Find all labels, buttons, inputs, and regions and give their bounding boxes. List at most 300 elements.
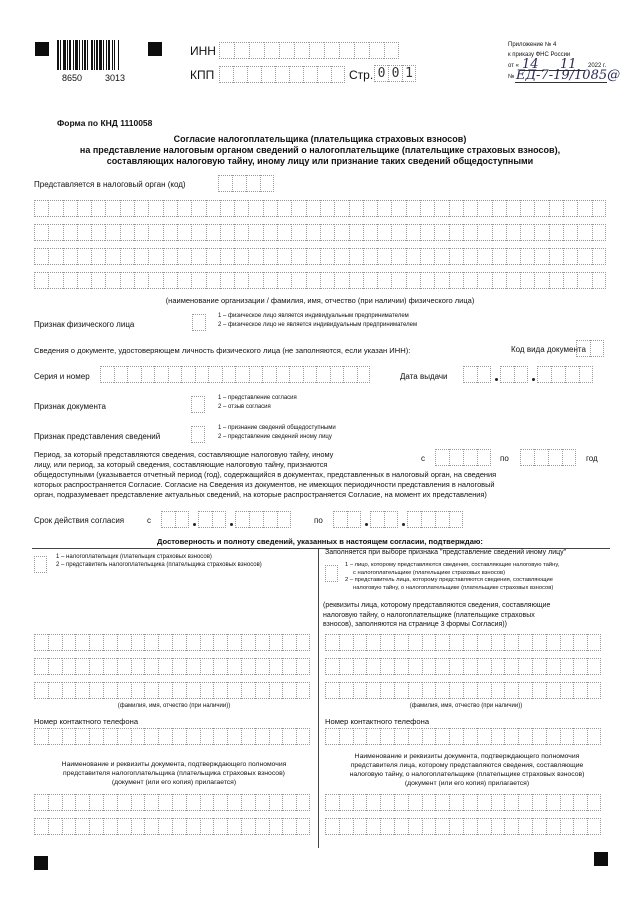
entry-cell[interactable] [325, 634, 339, 651]
doc-sign-cell[interactable] [191, 396, 205, 413]
entry-cell[interactable] [394, 658, 408, 675]
entry-cell[interactable] [186, 794, 200, 811]
entry-cell[interactable] [349, 272, 363, 289]
entry-cell[interactable] [449, 248, 463, 265]
entry-cell[interactable] [246, 175, 260, 192]
org-name-row[interactable] [34, 248, 606, 265]
entry-cell[interactable] [269, 728, 283, 745]
entry-cell[interactable] [144, 634, 158, 651]
entry-cell[interactable] [103, 658, 117, 675]
individual-sign-cell[interactable] [192, 314, 206, 331]
entry-cell[interactable] [241, 728, 255, 745]
entry-cell[interactable] [339, 658, 353, 675]
entry-cell[interactable] [504, 658, 518, 675]
entry-cell[interactable] [587, 794, 601, 811]
entry-cell[interactable] [282, 794, 296, 811]
entry-cell[interactable] [366, 818, 380, 835]
left-fio-row[interactable] [34, 658, 310, 675]
entry-cell[interactable] [34, 556, 47, 573]
entry-cell[interactable] [247, 66, 261, 83]
entry-cell[interactable] [408, 818, 422, 835]
entry-cell[interactable] [463, 682, 477, 699]
entry-cell[interactable] [551, 366, 565, 383]
entry-cell[interactable] [491, 658, 505, 675]
entry-cell[interactable] [127, 366, 141, 383]
entry-cell[interactable] [492, 224, 506, 241]
tax-authority-code-cells[interactable] [218, 175, 274, 192]
entry-cell[interactable] [477, 818, 491, 835]
entry-cell[interactable] [235, 366, 249, 383]
entry-cell[interactable] [131, 818, 145, 835]
entry-cell[interactable] [422, 818, 436, 835]
entry-cell[interactable] [200, 794, 214, 811]
entry-cell[interactable] [158, 728, 172, 745]
entry-cell[interactable] [198, 511, 212, 528]
entry-cell[interactable] [549, 248, 563, 265]
entry-cell[interactable] [241, 682, 255, 699]
entry-cell[interactable] [282, 818, 296, 835]
entry-cell[interactable] [103, 728, 117, 745]
entry-cell[interactable] [491, 794, 505, 811]
entry-cell[interactable] [449, 818, 463, 835]
entry-cell[interactable] [320, 200, 334, 217]
entry-cell[interactable] [34, 818, 48, 835]
entry-cell[interactable] [131, 682, 145, 699]
entry-cell[interactable] [435, 682, 449, 699]
entry-cell[interactable] [363, 200, 377, 217]
period-to-cells[interactable] [520, 449, 576, 466]
entry-cell[interactable] [449, 682, 463, 699]
entry-cell[interactable] [234, 248, 248, 265]
entry-cell[interactable] [134, 248, 148, 265]
entry-cell[interactable] [282, 634, 296, 651]
entry-cell[interactable] [172, 634, 186, 651]
entry-cell[interactable] [463, 366, 477, 383]
entry-cell[interactable] [62, 634, 76, 651]
entry-cell[interactable] [200, 682, 214, 699]
entry-cell[interactable] [377, 224, 391, 241]
entry-cell[interactable] [63, 248, 77, 265]
series-number-cells[interactable] [100, 366, 370, 383]
entry-cell[interactable] [117, 818, 131, 835]
entry-cell[interactable] [587, 818, 601, 835]
entry-cell[interactable] [275, 66, 289, 83]
entry-cell[interactable] [62, 658, 76, 675]
entry-cell[interactable] [220, 272, 234, 289]
entry-cell[interactable] [303, 366, 317, 383]
entry-cell[interactable] [562, 449, 576, 466]
left-fio-row[interactable] [34, 682, 310, 699]
entry-cell[interactable] [587, 634, 601, 651]
entry-cell[interactable] [34, 682, 48, 699]
entry-cell[interactable] [62, 794, 76, 811]
entry-cell[interactable] [212, 511, 226, 528]
period-from-cells[interactable] [435, 449, 491, 466]
entry-cell[interactable] [241, 658, 255, 675]
entry-cell[interactable] [220, 224, 234, 241]
entry-cell[interactable] [518, 794, 532, 811]
entry-cell[interactable] [134, 272, 148, 289]
entry-cell[interactable] [131, 728, 145, 745]
entry-cell[interactable] [434, 272, 448, 289]
entry-cell[interactable] [296, 728, 310, 745]
entry-cell[interactable] [263, 272, 277, 289]
entry-cell[interactable] [546, 728, 560, 745]
entry-cell[interactable] [63, 224, 77, 241]
entry-cell[interactable] [172, 682, 186, 699]
entry-cell[interactable] [532, 634, 546, 651]
entry-cell[interactable] [120, 272, 134, 289]
entry-cell[interactable] [191, 426, 205, 443]
entry-cell[interactable] [422, 634, 436, 651]
entry-cell[interactable] [91, 200, 105, 217]
entry-cell[interactable] [325, 682, 339, 699]
entry-cell[interactable] [208, 366, 222, 383]
entry-cell[interactable] [573, 794, 587, 811]
entry-cell[interactable] [324, 42, 339, 59]
entry-cell[interactable] [263, 224, 277, 241]
entry-cell[interactable] [463, 449, 477, 466]
entry-cell[interactable] [463, 658, 477, 675]
entry-cell[interactable] [158, 634, 172, 651]
entry-cell[interactable] [334, 248, 348, 265]
entry-cell[interactable] [269, 682, 283, 699]
entry-cell[interactable] [144, 728, 158, 745]
entry-cell[interactable] [255, 728, 269, 745]
validity-to-day[interactable] [333, 511, 361, 528]
entry-cell[interactable] [534, 272, 548, 289]
validity-from-year[interactable] [235, 511, 291, 528]
entry-cell[interactable] [117, 658, 131, 675]
entry-cell[interactable] [34, 658, 48, 675]
right-fio-row[interactable] [325, 658, 601, 675]
entry-cell[interactable] [320, 224, 334, 241]
validity-to-month[interactable] [370, 511, 398, 528]
validity-from-day[interactable] [161, 511, 189, 528]
entry-cell[interactable] [195, 366, 209, 383]
entry-cell[interactable] [249, 366, 263, 383]
entry-cell[interactable] [234, 42, 249, 59]
entry-cell[interactable] [408, 634, 422, 651]
entry-cell[interactable] [222, 366, 236, 383]
entry-cell[interactable] [48, 634, 62, 651]
issue-date-year[interactable] [537, 366, 593, 383]
entry-cell[interactable] [435, 658, 449, 675]
entry-cell[interactable] [394, 634, 408, 651]
entry-cell[interactable] [331, 66, 345, 83]
entry-cell[interactable] [89, 658, 103, 675]
entry-cell[interactable] [477, 224, 491, 241]
entry-cell[interactable] [320, 248, 334, 265]
entry-cell[interactable] [477, 728, 491, 745]
entry-cell[interactable] [394, 794, 408, 811]
right-doc-row[interactable] [325, 794, 601, 811]
entry-cell[interactable] [282, 658, 296, 675]
entry-cell[interactable] [220, 248, 234, 265]
org-name-row[interactable] [34, 200, 606, 217]
entry-cell[interactable] [380, 634, 394, 651]
entry-cell[interactable] [296, 634, 310, 651]
entry-cell[interactable] [592, 248, 606, 265]
entry-cell[interactable] [514, 366, 528, 383]
entry-cell[interactable] [316, 366, 330, 383]
entry-cell[interactable] [420, 272, 434, 289]
entry-cell[interactable] [546, 682, 560, 699]
entry-cell[interactable] [532, 682, 546, 699]
entry-cell[interactable] [63, 200, 77, 217]
entry-cell[interactable] [366, 794, 380, 811]
entry-cell[interactable] [206, 224, 220, 241]
entry-cell[interactable] [504, 794, 518, 811]
entry-cell[interactable] [291, 272, 305, 289]
entry-cell[interactable] [334, 272, 348, 289]
entry-cell[interactable] [131, 658, 145, 675]
entry-cell[interactable] [158, 682, 172, 699]
entry-cell[interactable] [449, 794, 463, 811]
entry-cell[interactable] [349, 224, 363, 241]
entry-cell[interactable] [289, 66, 303, 83]
entry-cell[interactable] [141, 366, 155, 383]
entry-cell[interactable] [303, 66, 317, 83]
entry-cell[interactable] [105, 248, 119, 265]
entry-cell[interactable] [537, 366, 551, 383]
right-fio-row[interactable] [325, 682, 601, 699]
entry-cell[interactable] [377, 200, 391, 217]
entry-cell[interactable] [186, 818, 200, 835]
entry-cell[interactable] [263, 248, 277, 265]
entry-cell[interactable] [213, 818, 227, 835]
entry-cell[interactable] [100, 366, 114, 383]
entry-cell[interactable] [191, 272, 205, 289]
entry-cell[interactable] [62, 728, 76, 745]
entry-cell[interactable] [576, 340, 590, 357]
entry-cell[interactable] [172, 728, 186, 745]
entry-cell[interactable] [463, 272, 477, 289]
entry-cell[interactable] [294, 42, 309, 59]
entry-cell[interactable] [366, 634, 380, 651]
entry-cell[interactable] [354, 42, 369, 59]
entry-cell[interactable] [306, 224, 320, 241]
entry-cell[interactable] [48, 728, 62, 745]
entry-cell[interactable] [309, 42, 324, 59]
entry-cell[interactable] [277, 200, 291, 217]
entry-cell[interactable] [449, 449, 463, 466]
entry-cell[interactable] [380, 818, 394, 835]
entry-cell[interactable] [91, 272, 105, 289]
entry-cell[interactable] [325, 728, 339, 745]
entry-cell[interactable] [248, 272, 262, 289]
entry-cell[interactable] [75, 728, 89, 745]
entry-cell[interactable] [573, 634, 587, 651]
entry-cell[interactable] [353, 658, 367, 675]
entry-cell[interactable] [227, 658, 241, 675]
entry-cell[interactable] [377, 272, 391, 289]
entry-cell[interactable] [563, 200, 577, 217]
entry-cell[interactable] [353, 682, 367, 699]
entry-cell[interactable] [434, 224, 448, 241]
entry-cell[interactable] [227, 682, 241, 699]
entry-cell[interactable] [277, 248, 291, 265]
entry-cell[interactable] [347, 511, 361, 528]
entry-cell[interactable] [520, 272, 534, 289]
entry-cell[interactable] [277, 224, 291, 241]
right-phone-cells[interactable] [325, 728, 601, 745]
entry-cell[interactable] [213, 682, 227, 699]
entry-cell[interactable] [577, 200, 591, 217]
entry-cell[interactable] [34, 794, 48, 811]
entry-cell[interactable] [577, 272, 591, 289]
entry-cell[interactable] [449, 200, 463, 217]
entry-cell[interactable] [363, 272, 377, 289]
entry-cell[interactable] [134, 224, 148, 241]
signer-type-cell[interactable] [34, 556, 47, 573]
entry-cell[interactable] [463, 818, 477, 835]
issue-date-day[interactable] [463, 366, 491, 383]
entry-cell[interactable] [339, 634, 353, 651]
entry-cell[interactable] [380, 682, 394, 699]
left-doc-row[interactable] [34, 794, 310, 811]
entry-cell[interactable] [75, 658, 89, 675]
entry-cell[interactable] [103, 682, 117, 699]
entry-cell[interactable] [532, 728, 546, 745]
entry-cell[interactable] [520, 248, 534, 265]
entry-cell[interactable] [506, 224, 520, 241]
entry-cell[interactable] [408, 658, 422, 675]
entry-cell[interactable] [291, 224, 305, 241]
entry-cell[interactable] [103, 818, 117, 835]
entry-cell[interactable] [518, 728, 532, 745]
issue-date-month[interactable] [500, 366, 528, 383]
entry-cell[interactable] [560, 794, 574, 811]
entry-cell[interactable] [48, 794, 62, 811]
entry-cell[interactable] [339, 42, 354, 59]
entry-cell[interactable] [463, 200, 477, 217]
entry-cell[interactable] [206, 272, 220, 289]
entry-cell[interactable] [463, 248, 477, 265]
entry-cell[interactable] [172, 658, 186, 675]
entry-cell[interactable] [269, 818, 283, 835]
entry-cell[interactable] [296, 682, 310, 699]
entry-cell[interactable] [477, 248, 491, 265]
entry-cell[interactable] [492, 200, 506, 217]
entry-cell[interactable] [241, 634, 255, 651]
entry-cell[interactable] [560, 818, 574, 835]
entry-cell[interactable] [306, 248, 320, 265]
entry-cell[interactable] [234, 224, 248, 241]
entry-cell[interactable] [532, 818, 546, 835]
entry-cell[interactable] [206, 200, 220, 217]
entry-cell[interactable] [75, 634, 89, 651]
entry-cell[interactable] [491, 728, 505, 745]
entry-cell[interactable] [172, 794, 186, 811]
entry-cell[interactable] [191, 200, 205, 217]
entry-cell[interactable] [504, 818, 518, 835]
entry-cell[interactable] [325, 794, 339, 811]
entry-cell[interactable] [349, 200, 363, 217]
entry-cell[interactable] [158, 658, 172, 675]
right-fio-row[interactable] [325, 634, 601, 651]
entry-cell[interactable] [477, 634, 491, 651]
entry-cell[interactable] [131, 794, 145, 811]
entry-cell[interactable] [260, 175, 274, 192]
entry-cell[interactable] [163, 224, 177, 241]
entry-cell[interactable] [213, 794, 227, 811]
entry-cell[interactable] [144, 682, 158, 699]
entry-cell[interactable] [148, 272, 162, 289]
kpp-cells[interactable] [219, 66, 345, 83]
entry-cell[interactable] [546, 794, 560, 811]
entry-cell[interactable] [163, 272, 177, 289]
entry-cell[interactable] [144, 818, 158, 835]
entry-cell[interactable] [269, 794, 283, 811]
entry-cell[interactable] [213, 658, 227, 675]
entry-cell[interactable] [477, 658, 491, 675]
entry-cell[interactable] [435, 511, 449, 528]
entry-cell[interactable] [477, 272, 491, 289]
entry-cell[interactable] [291, 248, 305, 265]
entry-cell[interactable] [276, 366, 290, 383]
entry-cell[interactable] [77, 272, 91, 289]
entry-cell[interactable] [406, 272, 420, 289]
entry-cell[interactable] [200, 658, 214, 675]
entry-cell[interactable] [48, 224, 62, 241]
entry-cell[interactable] [269, 658, 283, 675]
entry-cell[interactable] [248, 224, 262, 241]
entry-cell[interactable] [117, 728, 131, 745]
entry-cell[interactable] [449, 634, 463, 651]
entry-cell[interactable] [532, 794, 546, 811]
entry-cell[interactable] [491, 682, 505, 699]
entry-cell[interactable] [463, 224, 477, 241]
entry-cell[interactable] [534, 224, 548, 241]
entry-cell[interactable] [161, 511, 175, 528]
entry-cell[interactable] [277, 272, 291, 289]
entry-cell[interactable] [168, 366, 182, 383]
entry-cell[interactable] [579, 366, 593, 383]
entry-cell[interactable] [363, 224, 377, 241]
entry-cell[interactable] [48, 200, 62, 217]
entry-cell[interactable] [366, 728, 380, 745]
entry-cell[interactable] [532, 658, 546, 675]
entry-cell[interactable] [421, 511, 435, 528]
entry-cell[interactable] [158, 818, 172, 835]
entry-cell[interactable] [296, 818, 310, 835]
entry-cell[interactable] [89, 682, 103, 699]
entry-cell[interactable] [549, 224, 563, 241]
entry-cell[interactable] [192, 314, 206, 331]
entry-cell[interactable] [91, 248, 105, 265]
entry-cell[interactable] [394, 818, 408, 835]
entry-cell[interactable] [255, 682, 269, 699]
entry-cell[interactable] [391, 248, 405, 265]
entry-cell[interactable] [34, 200, 48, 217]
entry-cell[interactable] [504, 634, 518, 651]
entry-cell[interactable] [117, 794, 131, 811]
entry-cell[interactable] [549, 200, 563, 217]
entry-cell[interactable] [560, 634, 574, 651]
entry-cell[interactable] [500, 366, 514, 383]
entry-cell[interactable] [330, 366, 344, 383]
entry-cell[interactable] [369, 42, 384, 59]
entry-cell[interactable] [232, 175, 246, 192]
entry-cell[interactable] [492, 248, 506, 265]
entry-cell[interactable] [592, 224, 606, 241]
entry-cell[interactable] [120, 248, 134, 265]
entry-cell[interactable] [518, 634, 532, 651]
entry-cell[interactable] [306, 272, 320, 289]
entry-cell[interactable] [269, 634, 283, 651]
recipient-type-cell[interactable] [325, 565, 338, 582]
